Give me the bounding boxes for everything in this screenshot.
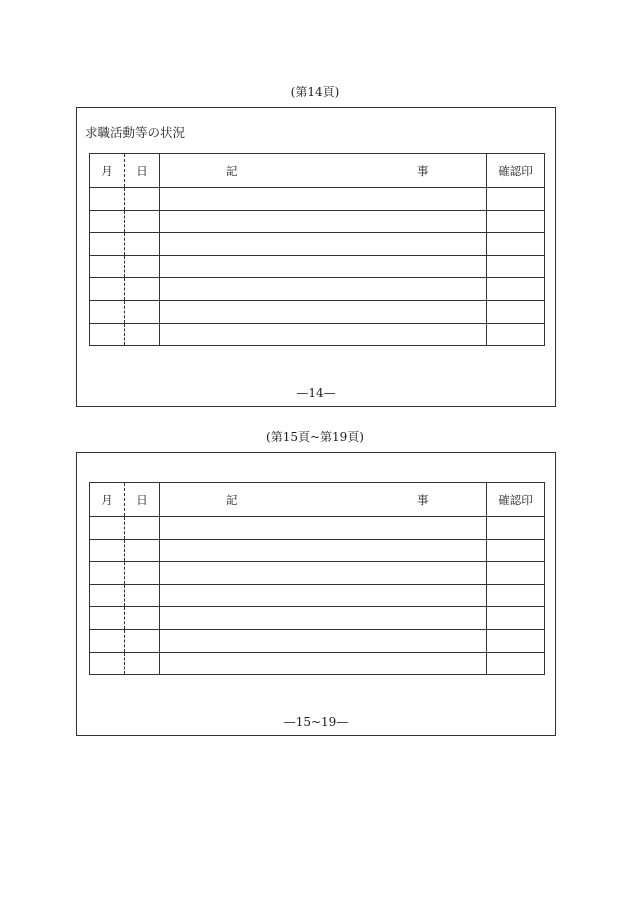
record-cell[interactable]	[160, 629, 487, 652]
month-cell[interactable]	[90, 562, 125, 585]
table-row	[90, 562, 545, 585]
job-search-panel	[76, 107, 556, 407]
seal-cell[interactable]	[487, 562, 545, 585]
seal-cell[interactable]	[487, 323, 545, 346]
seal-cell[interactable]	[487, 629, 545, 652]
day-cell[interactable]	[125, 607, 160, 630]
day-cell[interactable]	[125, 278, 160, 301]
month-cell[interactable]	[90, 278, 125, 301]
page-label-14: (第14頁)	[290, 85, 340, 99]
table-row	[90, 210, 545, 233]
month-cell[interactable]	[90, 539, 125, 562]
table-row	[90, 629, 545, 652]
seal-cell[interactable]	[487, 255, 545, 278]
table-row	[90, 517, 545, 540]
day-cell[interactable]	[125, 629, 160, 652]
table-row	[90, 323, 545, 346]
header-day: 日	[125, 154, 160, 188]
table-row	[90, 188, 545, 211]
seal-cell[interactable]	[487, 539, 545, 562]
record-cell[interactable]	[160, 210, 487, 233]
seal-cell[interactable]	[487, 233, 545, 256]
table-row	[90, 300, 545, 323]
table-row	[90, 584, 545, 607]
table-row	[90, 233, 545, 256]
month-cell[interactable]	[90, 300, 125, 323]
record-cell[interactable]	[160, 233, 487, 256]
activity-log-table	[89, 482, 545, 675]
continuation-panel	[76, 452, 556, 736]
header-month: 月	[90, 154, 125, 188]
record-cell[interactable]	[160, 323, 487, 346]
month-cell[interactable]	[90, 188, 125, 211]
header-record	[160, 154, 487, 188]
seal-cell[interactable]	[487, 517, 545, 540]
month-cell[interactable]	[90, 607, 125, 630]
table-row	[90, 607, 545, 630]
record-cell[interactable]	[160, 652, 487, 675]
month-cell[interactable]	[90, 517, 125, 540]
day-cell[interactable]	[125, 300, 160, 323]
day-cell[interactable]	[125, 255, 160, 278]
header-day: 日	[125, 483, 160, 517]
header-record-ki: 記	[226, 164, 238, 178]
day-cell[interactable]	[125, 562, 160, 585]
seal-cell[interactable]	[487, 188, 545, 211]
seal-cell[interactable]	[487, 300, 545, 323]
seal-cell[interactable]	[487, 278, 545, 301]
record-cell[interactable]	[160, 300, 487, 323]
page-label-15-19: (第15頁~第19頁)	[266, 430, 364, 444]
table-row	[90, 278, 545, 301]
activity-log-table	[89, 153, 545, 346]
month-cell[interactable]	[90, 233, 125, 256]
record-cell[interactable]	[160, 562, 487, 585]
day-cell[interactable]	[125, 233, 160, 256]
day-cell[interactable]	[125, 210, 160, 233]
record-cell[interactable]	[160, 188, 487, 211]
record-cell[interactable]	[160, 584, 487, 607]
table-header-row	[90, 154, 545, 188]
month-cell[interactable]	[90, 210, 125, 233]
header-record-ji: 事	[417, 493, 429, 507]
record-cell[interactable]	[160, 255, 487, 278]
seal-cell[interactable]	[487, 607, 545, 630]
month-cell[interactable]	[90, 323, 125, 346]
day-cell[interactable]	[125, 188, 160, 211]
record-cell[interactable]	[160, 539, 487, 562]
seal-cell[interactable]	[487, 210, 545, 233]
table-row	[90, 652, 545, 675]
header-record-ki: 記	[226, 493, 238, 507]
section-title: 求職活動等の状況	[85, 125, 186, 140]
month-cell[interactable]	[90, 629, 125, 652]
header-record	[160, 483, 487, 517]
seal-cell[interactable]	[487, 652, 545, 675]
header-seal: 確認印	[487, 483, 545, 517]
seal-cell[interactable]	[487, 584, 545, 607]
day-cell[interactable]	[125, 323, 160, 346]
month-cell[interactable]	[90, 652, 125, 675]
day-cell[interactable]	[125, 539, 160, 562]
day-cell[interactable]	[125, 517, 160, 540]
header-seal: 確認印	[487, 154, 545, 188]
month-cell[interactable]	[90, 584, 125, 607]
header-month: 月	[90, 483, 125, 517]
day-cell[interactable]	[125, 652, 160, 675]
record-cell[interactable]	[160, 607, 487, 630]
record-cell[interactable]	[160, 517, 487, 540]
table-row	[90, 539, 545, 562]
month-cell[interactable]	[90, 255, 125, 278]
header-record-ji: 事	[417, 164, 429, 178]
page-number-14: —14—	[296, 386, 336, 400]
day-cell[interactable]	[125, 584, 160, 607]
record-cell[interactable]	[160, 278, 487, 301]
table-row	[90, 255, 545, 278]
page-number-15-19: —15~19—	[283, 715, 349, 729]
table-header-row	[90, 483, 545, 517]
